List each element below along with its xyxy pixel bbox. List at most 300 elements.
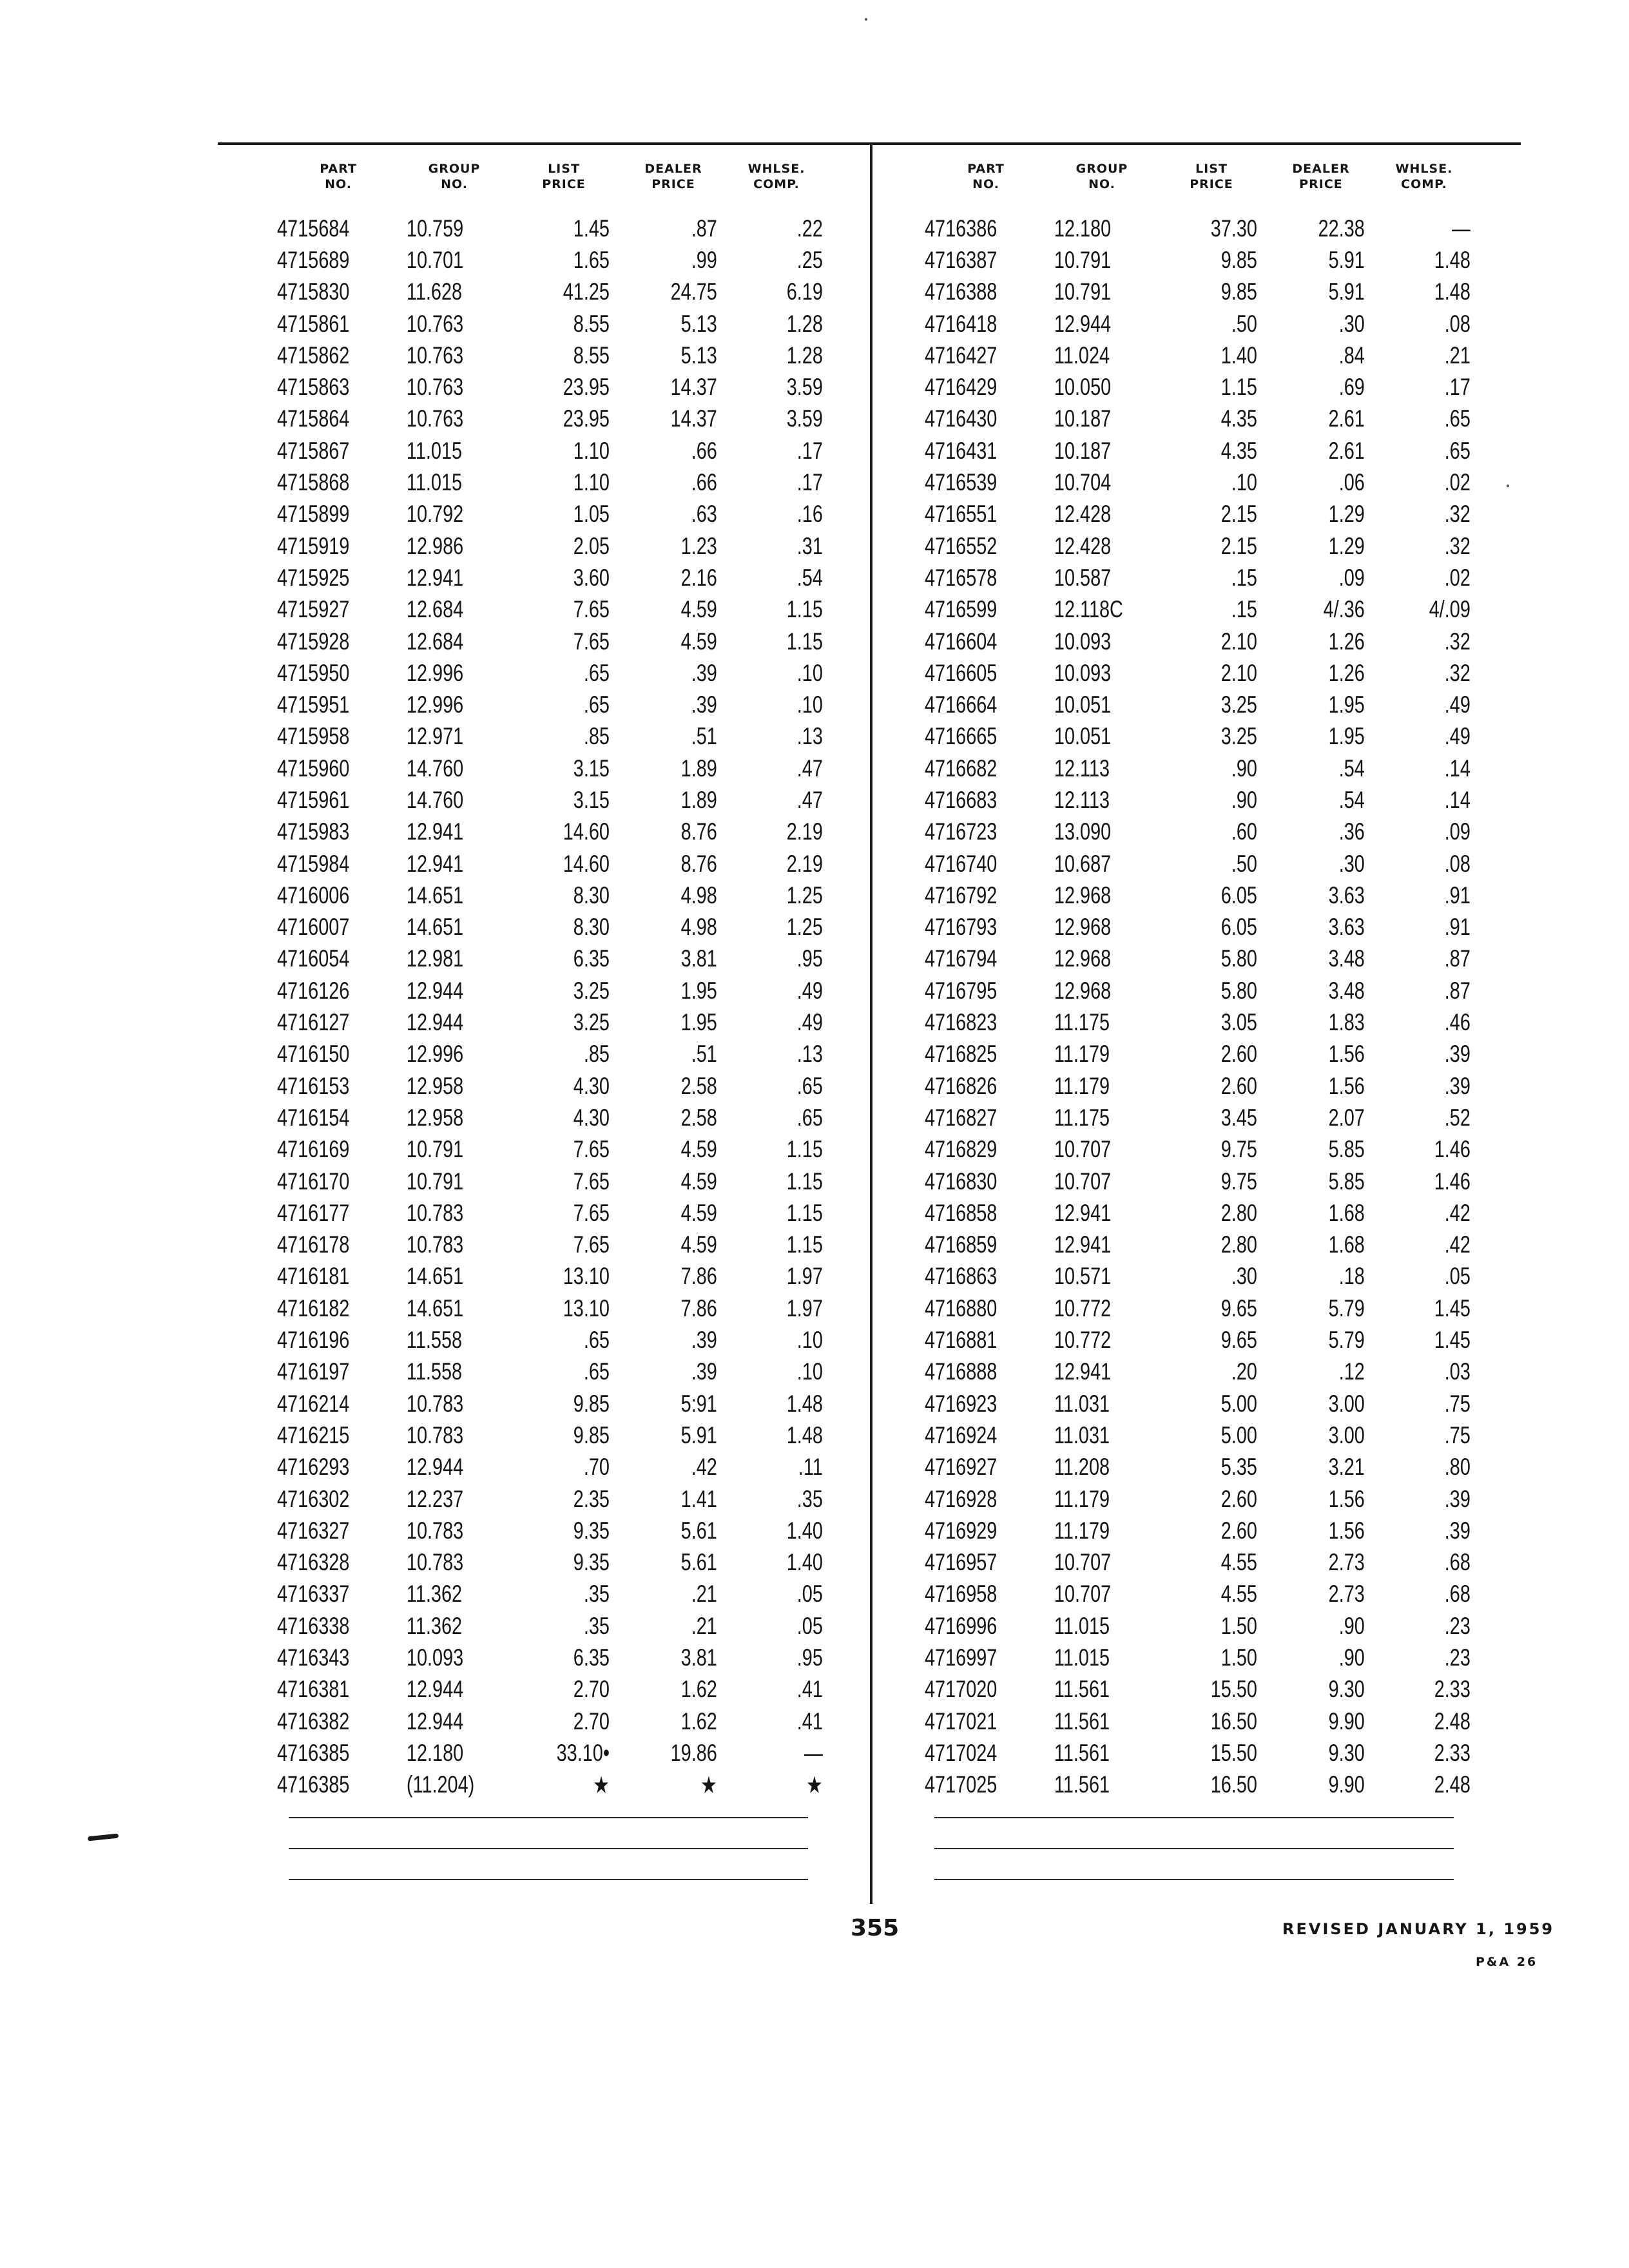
group-no-cell: 12.428 (1054, 532, 1112, 559)
part-no-cell: 4715862 (277, 341, 350, 369)
group-no-cell: 10.707 (1054, 1581, 1112, 1608)
table-row (277, 1515, 825, 1546)
dealer-price-cell: .54 (1338, 786, 1365, 813)
group-no-cell: 12.971 (406, 723, 464, 750)
part-no-cell: 4716793 (925, 914, 998, 941)
list-price-cell: 15.50 (1210, 1739, 1257, 1766)
group-no-cell: 11.031 (1054, 1421, 1110, 1448)
part-no-cell: 4716880 (925, 1294, 998, 1321)
table-row (277, 562, 825, 593)
group-no-cell: 11.175 (1054, 1104, 1110, 1131)
table-row (925, 879, 1472, 911)
part-no-cell: 4716178 (277, 1231, 350, 1258)
table-row (277, 689, 825, 720)
list-price-cell: 9.35 (573, 1517, 610, 1544)
dealer-price-cell: 4.59 (680, 1168, 717, 1195)
part-no-cell: 4716427 (925, 341, 998, 369)
list-price-cell: .65 (583, 1327, 610, 1354)
table-row (925, 943, 1472, 975)
table-row (925, 1388, 1472, 1419)
part-no-cell: 4715684 (277, 215, 350, 242)
table-row (277, 1483, 825, 1515)
group-no-cell: 13.090 (1054, 818, 1112, 845)
dealer-price-cell: 5.79 (1328, 1294, 1365, 1321)
list-price-cell: .35 (583, 1581, 610, 1608)
table-row (925, 213, 1472, 244)
whlse-comp-cell: .39 (1444, 1072, 1470, 1099)
whlse-comp-cell: .17 (796, 437, 823, 464)
part-no-cell: 4716539 (925, 469, 998, 496)
dealer-price-cell: .54 (1338, 754, 1365, 782)
table-row (277, 626, 825, 657)
list-price-cell: 5.00 (1220, 1390, 1257, 1417)
header-part-no: PART NO. (967, 162, 1005, 191)
group-no-cell: 12.968 (1054, 881, 1112, 908)
whlse-comp-cell: .91 (1444, 881, 1470, 908)
list-price-cell: 3.45 (1220, 1104, 1257, 1131)
dealer-price-cell: 3.81 (680, 945, 717, 972)
table-row (925, 1166, 1472, 1197)
table-row (277, 1039, 825, 1070)
table-row (925, 975, 1472, 1006)
whlse-comp-cell: .39 (1444, 1517, 1470, 1544)
group-no-cell: 11.628 (406, 278, 463, 305)
whlse-comp-cell: 1.15 (786, 1168, 823, 1195)
revised-date: REVISED JANUARY 1, 1959 (1282, 1920, 1555, 1938)
list-price-cell: 41.25 (563, 278, 610, 305)
part-no-cell: 4716792 (925, 881, 998, 908)
dealer-price-cell: 5.13 (680, 310, 717, 337)
table-row (277, 435, 825, 466)
part-no-cell: 4716054 (277, 945, 350, 972)
group-no-cell: 14.760 (406, 754, 464, 782)
table-row (277, 340, 825, 371)
part-no-cell: 4716888 (925, 1358, 998, 1385)
group-no-cell: 11.362 (406, 1581, 463, 1608)
group-no-cell: 12.941 (1054, 1231, 1112, 1258)
whlse-comp-cell: 3.59 (786, 405, 823, 432)
table-row (925, 626, 1472, 657)
table-row (277, 1229, 825, 1261)
group-no-cell: 10.187 (1054, 405, 1112, 432)
whlse-comp-cell: .17 (796, 469, 823, 496)
list-price-cell: 7.65 (573, 1231, 610, 1258)
table-row (277, 943, 825, 975)
whlse-comp-cell: .02 (1444, 469, 1470, 496)
table-row (925, 1483, 1472, 1515)
table-row (925, 530, 1472, 562)
whlse-comp-cell: .32 (1444, 659, 1470, 686)
part-no-cell: 4716827 (925, 1104, 998, 1131)
whlse-comp-cell: 1.15 (786, 628, 823, 655)
dealer-price-cell: 5.91 (1328, 278, 1365, 305)
table-row (277, 213, 825, 244)
dealer-price-cell: .63 (691, 501, 717, 528)
whlse-comp-cell: 1.25 (786, 881, 823, 908)
part-no-cell: 4715961 (277, 786, 350, 813)
dealer-price-cell: 5.91 (680, 1421, 717, 1448)
part-no-cell: 4716924 (925, 1421, 998, 1448)
group-no-cell: 10.050 (1054, 374, 1112, 401)
group-no-cell: 10.707 (1054, 1549, 1112, 1576)
dealer-price-cell: 14.37 (670, 405, 717, 432)
dealer-price-cell: 1.89 (680, 786, 717, 813)
list-price-cell: 2.70 (573, 1676, 610, 1703)
whlse-comp-cell: .95 (796, 1644, 823, 1671)
part-no-cell: 4716343 (277, 1644, 350, 1671)
dealer-price-cell: .21 (691, 1612, 717, 1639)
list-price-cell: 2.80 (1220, 1231, 1257, 1258)
table-row (277, 530, 825, 562)
list-price-cell: 1.10 (573, 469, 610, 496)
header-part-no: PART NO. (320, 162, 357, 191)
table-row (925, 371, 1472, 403)
part-no-cell: 4716169 (277, 1136, 350, 1163)
part-no-cell: 4716381 (277, 1676, 350, 1703)
list-price-cell: 6.05 (1220, 881, 1257, 908)
group-no-cell: 12.944 (406, 977, 464, 1004)
group-no-cell: 10.783 (406, 1517, 464, 1544)
part-no-cell: 4715830 (277, 278, 350, 305)
table-row (925, 1706, 1472, 1737)
blank-entry-line (289, 1879, 808, 1880)
blank-entry-line (289, 1848, 808, 1849)
list-price-cell: 7.65 (573, 628, 610, 655)
whlse-comp-cell: 1.28 (786, 310, 823, 337)
whlse-comp-cell: .68 (1444, 1549, 1470, 1576)
table-row (925, 1546, 1472, 1578)
list-price-cell: 8.55 (573, 310, 610, 337)
dealer-price-cell: 4.59 (680, 1136, 717, 1163)
table-row (277, 276, 825, 308)
group-no-cell: 12.996 (406, 659, 464, 686)
table-row (277, 975, 825, 1006)
header-whlse-comp: WHLSE. COMP. (747, 162, 805, 191)
part-no-cell: 4715950 (277, 659, 350, 686)
part-no-cell: 4716386 (925, 215, 998, 242)
part-no-cell: 4716196 (277, 1327, 350, 1354)
list-price-cell: 3.15 (573, 786, 610, 813)
list-price-cell: 9.65 (1220, 1327, 1257, 1354)
whlse-comp-cell: .41 (796, 1707, 823, 1735)
group-no-cell: 12.986 (406, 532, 464, 559)
part-no-cell: 4716996 (925, 1612, 998, 1639)
table-row (277, 1261, 825, 1293)
group-no-cell: 10.093 (1054, 628, 1112, 655)
group-no-cell: 12.941 (406, 564, 464, 591)
dealer-price-cell: .66 (691, 469, 717, 496)
list-price-cell: .35 (583, 1612, 610, 1639)
part-no-cell: 4716007 (277, 914, 350, 941)
whlse-comp-cell: .87 (1444, 977, 1470, 1004)
whlse-comp-cell: .09 (1444, 818, 1470, 845)
part-no-cell: 4715960 (277, 754, 350, 782)
table-row (925, 657, 1472, 689)
group-no-cell: 10.093 (1054, 659, 1112, 686)
list-price-cell: .50 (1231, 310, 1257, 337)
dealer-price-cell: 4.59 (680, 596, 717, 623)
table-row (277, 1452, 825, 1483)
list-price-cell: 14.60 (563, 850, 610, 877)
whlse-comp-cell: .05 (796, 1612, 823, 1639)
part-no-cell: 4717020 (925, 1676, 998, 1703)
whlse-comp-cell: 1.25 (786, 914, 823, 941)
dealer-price-cell: 1.95 (1328, 723, 1365, 750)
group-no-cell: 10.701 (406, 246, 464, 273)
whlse-comp-cell: .10 (796, 1358, 823, 1385)
part-no-cell: 4716328 (277, 1549, 350, 1576)
part-no-cell: 4716958 (925, 1581, 998, 1608)
dealer-price-cell: .39 (691, 659, 717, 686)
dealer-price-cell: 1.62 (680, 1707, 717, 1735)
group-no-cell: 11.015 (406, 437, 463, 464)
table-header (925, 161, 1472, 213)
part-no-cell: 4716197 (277, 1358, 350, 1385)
part-no-cell: 4716182 (277, 1294, 350, 1321)
table-row (925, 1293, 1472, 1324)
list-price-cell: 9.85 (573, 1421, 610, 1448)
table-row (277, 1419, 825, 1451)
whlse-comp-cell: 2.19 (786, 818, 823, 845)
list-price-cell: 9.75 (1220, 1168, 1257, 1195)
group-no-cell: 11.015 (1054, 1644, 1110, 1671)
part-no-cell: 4715984 (277, 850, 350, 877)
table-row (925, 1579, 1472, 1610)
whlse-comp-cell: .23 (1444, 1612, 1470, 1639)
whlse-comp-cell: .10 (796, 1327, 823, 1354)
whlse-comp-cell: .49 (1444, 723, 1470, 750)
group-no-cell: 12.237 (406, 1485, 464, 1512)
top-rule (218, 142, 1521, 145)
dealer-price-cell: 1.41 (680, 1485, 717, 1512)
header-group-no: GROUP NO. (428, 162, 481, 191)
table-row (277, 244, 825, 276)
group-no-cell: 11.015 (406, 469, 463, 496)
list-price-cell: .65 (583, 691, 610, 718)
part-no-cell: 4716794 (925, 945, 998, 972)
group-no-cell: (11.204) (406, 1771, 475, 1798)
part-no-cell: 4716740 (925, 850, 998, 877)
part-no-cell: 4716997 (925, 1644, 998, 1671)
group-no-cell: 11.561 (1054, 1676, 1110, 1703)
list-price-cell: 9.75 (1220, 1136, 1257, 1163)
list-price-cell: 4.35 (1220, 437, 1257, 464)
group-no-cell: 11.175 (1054, 1009, 1110, 1036)
table-row (925, 340, 1472, 371)
group-no-cell: 11.561 (1054, 1771, 1110, 1798)
whlse-comp-cell: 1.15 (786, 596, 823, 623)
part-no-cell: 4715863 (277, 374, 350, 401)
group-no-cell: 10.759 (406, 215, 464, 242)
part-no-cell: 4716683 (925, 786, 998, 813)
part-no-cell: 4717021 (925, 1707, 998, 1735)
dealer-price-cell: .90 (1338, 1612, 1365, 1639)
list-price-cell: 5.00 (1220, 1421, 1257, 1448)
whlse-comp-cell: .25 (796, 246, 823, 273)
right-price-table (925, 161, 1472, 1801)
whlse-comp-cell: .03 (1444, 1358, 1470, 1385)
table-row (277, 1610, 825, 1642)
dealer-price-cell: 1.29 (1328, 532, 1365, 559)
table-row (925, 403, 1472, 435)
part-no-cell: 4715927 (277, 596, 350, 623)
whlse-comp-cell: .05 (1444, 1263, 1470, 1290)
list-price-cell: 4.55 (1220, 1581, 1257, 1608)
group-no-cell: 12.968 (1054, 945, 1112, 972)
list-price-cell: 9.85 (573, 1390, 610, 1417)
table-row (925, 1419, 1472, 1451)
group-no-cell: 10.783 (406, 1199, 464, 1226)
part-no-cell: 4716418 (925, 310, 998, 337)
header-group-no: GROUP NO. (1075, 162, 1128, 191)
dealer-price-cell: 7.86 (680, 1294, 717, 1321)
group-no-cell: 12.113 (1054, 786, 1110, 813)
list-price-cell: 1.45 (573, 215, 610, 242)
blank-entry-line (934, 1817, 1454, 1818)
part-no-cell: 4716293 (277, 1454, 350, 1481)
list-price-cell: 23.95 (563, 405, 610, 432)
group-no-cell: 10.763 (406, 405, 464, 432)
table-row (277, 657, 825, 689)
part-no-cell: 4716795 (925, 977, 998, 1004)
list-price-cell: 7.65 (573, 1199, 610, 1226)
part-no-cell: 4716830 (925, 1168, 998, 1195)
group-no-cell: 11.208 (1054, 1454, 1110, 1481)
table-row (925, 244, 1472, 276)
table-row (277, 499, 825, 530)
blank-entry-line (934, 1879, 1454, 1880)
group-no-cell: 10.093 (406, 1644, 464, 1671)
table-row (277, 848, 825, 879)
list-price-cell: 7.65 (573, 596, 610, 623)
dealer-price-cell: 3.81 (680, 1644, 717, 1671)
table-row (925, 689, 1472, 720)
list-price-cell: 2.05 (573, 532, 610, 559)
whlse-comp-cell: .22 (796, 215, 823, 242)
group-no-cell: 12.968 (1054, 977, 1112, 1004)
table-row (277, 1006, 825, 1038)
table-row (925, 1070, 1472, 1102)
dealer-price-cell: 1.56 (1328, 1485, 1365, 1512)
list-price-cell: 1.50 (1220, 1612, 1257, 1639)
part-no-cell: 4716927 (925, 1454, 998, 1481)
whlse-comp-cell: .31 (796, 532, 823, 559)
list-price-cell: 16.50 (1210, 1771, 1257, 1798)
dealer-price-cell: .66 (691, 437, 717, 464)
part-no-cell: 4717024 (925, 1739, 998, 1766)
whlse-comp-cell: 1.97 (786, 1294, 823, 1321)
table-row (925, 1102, 1472, 1133)
whlse-comp-cell: 1.45 (1434, 1327, 1470, 1354)
dealer-price-cell: 1.89 (680, 754, 717, 782)
whlse-comp-cell: 1.15 (786, 1199, 823, 1226)
part-no-cell: 4716430 (925, 405, 998, 432)
list-price-cell: 13.10 (563, 1263, 610, 1290)
table-row (277, 371, 825, 403)
list-price-cell: 2.35 (573, 1485, 610, 1512)
whlse-comp-cell: .08 (1444, 310, 1470, 337)
list-price-cell: 1.65 (573, 246, 610, 273)
part-no-cell: 4715983 (277, 818, 350, 845)
list-price-cell: .50 (1231, 850, 1257, 877)
table-row (925, 594, 1472, 626)
list-price-cell: 2.10 (1220, 628, 1257, 655)
dealer-price-cell: 5.61 (680, 1517, 717, 1544)
group-no-cell: 12.944 (406, 1676, 464, 1703)
table-row (925, 499, 1472, 530)
list-price-cell: 6.35 (573, 1644, 610, 1671)
group-no-cell: 10.791 (1054, 278, 1112, 305)
table-row (925, 1737, 1472, 1769)
table-row (277, 308, 825, 340)
part-no-cell: 4716170 (277, 1168, 350, 1195)
table-row (277, 1166, 825, 1197)
dealer-price-cell: 1.29 (1328, 501, 1365, 528)
table-row (925, 1197, 1472, 1229)
group-no-cell: 12.996 (406, 691, 464, 718)
list-price-cell: 2.10 (1220, 659, 1257, 686)
table-row (277, 1197, 825, 1229)
list-price-cell: .90 (1231, 786, 1257, 813)
list-price-cell: 14.60 (563, 818, 610, 845)
header-list-price: LIST PRICE (542, 162, 586, 191)
table-row (277, 1102, 825, 1133)
part-no-cell: 4717025 (925, 1771, 998, 1798)
margin-mark (88, 1834, 119, 1841)
group-no-cell: 10.707 (1054, 1136, 1112, 1163)
part-no-cell: 4715868 (277, 469, 350, 496)
table-row (277, 784, 825, 816)
list-price-cell: 3.25 (573, 977, 610, 1004)
dealer-price-cell: .99 (691, 246, 717, 273)
part-no-cell: 4716214 (277, 1390, 350, 1417)
group-no-cell: 12.941 (406, 818, 464, 845)
list-price-cell: .30 (1231, 1263, 1257, 1290)
dealer-price-cell: .36 (1338, 818, 1365, 845)
whlse-comp-cell: 1.46 (1434, 1136, 1470, 1163)
table-row (925, 435, 1472, 466)
table-row (277, 1293, 825, 1324)
dealer-price-cell: .51 (691, 723, 717, 750)
left-price-table (277, 161, 825, 1801)
group-no-cell: 12.113 (1054, 754, 1110, 782)
dealer-price-cell: 24.75 (670, 278, 717, 305)
dealer-price-cell: .51 (691, 1041, 717, 1068)
dealer-price-cell: 5.13 (680, 341, 717, 369)
dealer-price-cell: 4.98 (680, 881, 717, 908)
table-row (277, 912, 825, 943)
part-no-cell: 4716385 (277, 1771, 350, 1798)
dealer-price-cell: 5.79 (1328, 1327, 1365, 1354)
dealer-price-cell: 9.30 (1328, 1739, 1365, 1766)
header-list-price: LIST PRICE (1190, 162, 1233, 191)
list-price-cell: 3.25 (1220, 723, 1257, 750)
whlse-comp-cell: .14 (1444, 786, 1470, 813)
list-price-cell: 4.55 (1220, 1549, 1257, 1576)
list-price-cell: 4.35 (1220, 405, 1257, 432)
table-row (925, 1006, 1472, 1038)
table-row (925, 466, 1472, 498)
table-row (925, 1452, 1472, 1483)
group-no-cell: 12.958 (406, 1072, 464, 1099)
whlse-comp-cell: 1.97 (786, 1263, 823, 1290)
list-price-cell: 1.10 (573, 437, 610, 464)
group-no-cell: 12.944 (1054, 310, 1112, 337)
dealer-price-cell: .30 (1338, 310, 1365, 337)
part-no-cell: 4716605 (925, 659, 998, 686)
table-row (925, 1356, 1472, 1388)
list-price-cell: 9.35 (573, 1549, 610, 1576)
